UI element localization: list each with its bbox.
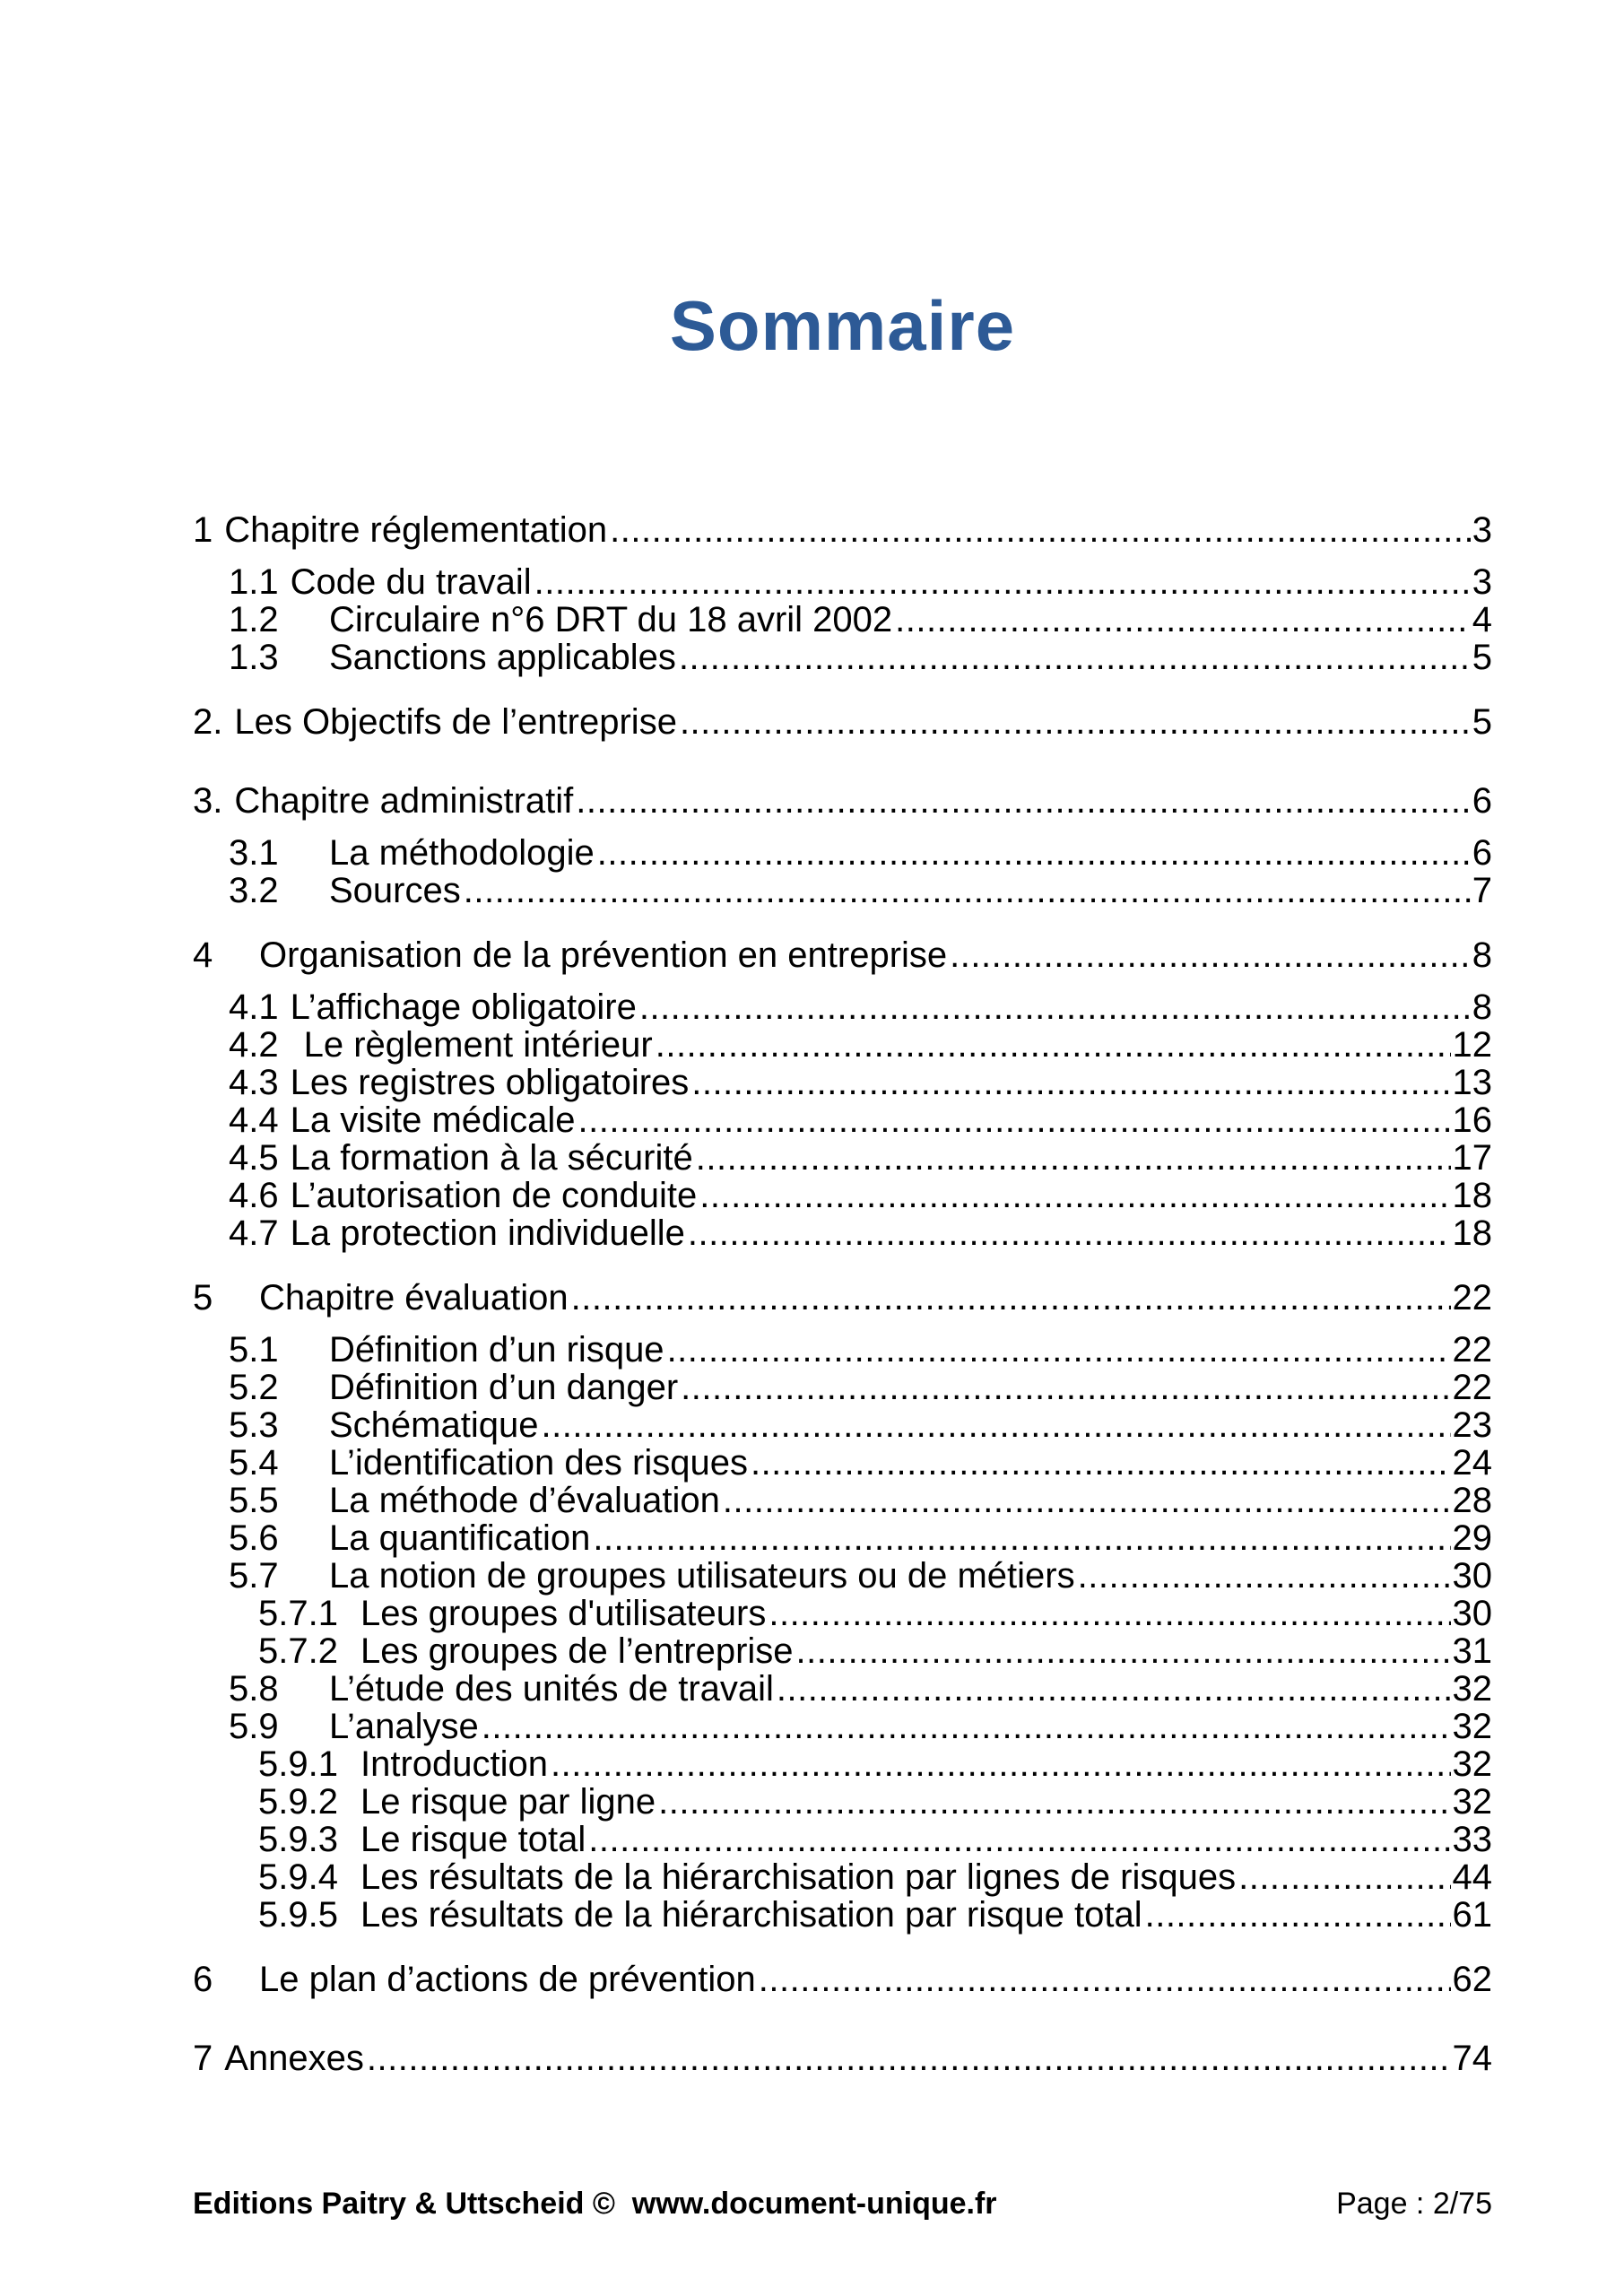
toc-entry[interactable] <box>193 563 1492 601</box>
toc-entry-number: 5.9.4 <box>258 1857 338 1897</box>
toc-entry-page: 12 <box>1452 1025 1492 1065</box>
toc-entry[interactable] <box>193 1482 1492 1519</box>
dot-leader <box>892 601 1471 639</box>
toc-entry-number: 1 <box>193 510 213 550</box>
dot-leader <box>461 872 1471 909</box>
toc-entry-number: 5.7 <box>229 1556 279 1596</box>
toc-entry-title: Le plan d’actions de prévention <box>259 1960 756 1999</box>
toc-entry[interactable] <box>193 1214 1492 1252</box>
toc-entry-page: 32 <box>1452 1782 1492 1822</box>
toc-entry-title: Circulaire n°6 DRT du 18 avril 2002 <box>329 600 893 639</box>
toc-entry-title: L’autorisation de conduite <box>290 1176 698 1215</box>
toc-entry-page: 30 <box>1452 1556 1492 1596</box>
toc-entry-number: 4.3 <box>229 1063 279 1102</box>
dot-leader <box>678 1369 1450 1406</box>
dot-leader <box>590 1519 1450 1557</box>
toc-entry-page: 31 <box>1452 1631 1492 1671</box>
toc-entry-number: 5.6 <box>229 1518 279 1558</box>
toc-entry-number: 3. <box>193 781 223 821</box>
dot-leader <box>607 511 1471 549</box>
toc-entry-page: 24 <box>1452 1443 1492 1483</box>
toc-entry[interactable] <box>193 1632 1492 1670</box>
toc-entry-page: 33 <box>1452 1820 1492 1859</box>
dot-leader <box>677 703 1471 741</box>
toc-entry[interactable] <box>193 1557 1492 1595</box>
toc-entry-number: 4.1 <box>229 987 279 1027</box>
toc-entry-page: 3 <box>1472 562 1492 602</box>
toc-entry-page: 30 <box>1452 1594 1492 1633</box>
dot-leader <box>548 1745 1450 1783</box>
toc-entry-number: 3.1 <box>229 833 279 873</box>
dot-leader <box>693 1139 1451 1177</box>
toc-entry-title: Sanctions applicables <box>329 638 676 677</box>
dot-leader <box>532 563 1471 601</box>
toc-entry-page: 28 <box>1452 1481 1492 1520</box>
toc-entry-number: 5.1 <box>229 1330 279 1370</box>
toc-entry[interactable] <box>193 1745 1492 1783</box>
dot-leader <box>573 782 1470 820</box>
dot-leader <box>774 1670 1451 1708</box>
toc-entry-title: Introduction <box>360 1744 549 1784</box>
dot-leader <box>364 2039 1451 2077</box>
toc-entry[interactable] <box>193 511 1492 549</box>
toc-entry[interactable] <box>193 2039 1492 2077</box>
dot-leader <box>947 936 1471 974</box>
toc-entry-page: 32 <box>1452 1669 1492 1709</box>
footer-page-indicator: Page : 2/75 <box>1336 2187 1492 2221</box>
toc-entry-title: La quantification <box>329 1518 591 1558</box>
toc-entry-title: Chapitre administratif <box>234 781 574 821</box>
toc-entry-title: L’analyse <box>329 1707 479 1746</box>
toc-entry[interactable] <box>193 1444 1492 1482</box>
toc-entry-number: 3.2 <box>229 871 279 910</box>
toc-entry[interactable] <box>193 1279 1492 1317</box>
toc-entry[interactable] <box>193 1406 1492 1444</box>
toc-entry[interactable] <box>193 1101 1492 1139</box>
dot-leader <box>637 988 1471 1026</box>
toc-entry-number: 4.6 <box>229 1176 279 1215</box>
toc-entry-title: Le risque par ligne <box>360 1782 656 1822</box>
dot-leader <box>653 1026 1451 1064</box>
toc-entry-page: 7 <box>1472 871 1492 910</box>
toc-entry-page: 16 <box>1452 1100 1492 1140</box>
toc-entry-title: L’étude des unités de travail <box>329 1669 774 1709</box>
toc-entry[interactable] <box>193 1858 1492 1896</box>
toc-entry[interactable] <box>193 834 1492 872</box>
toc-entry[interactable] <box>193 601 1492 639</box>
toc-entry-title: La notion de groupes utilisateurs ou de métiers <box>329 1556 1075 1596</box>
toc-entry-page: 6 <box>1472 781 1492 821</box>
toc-entry-title: Définition d’un risque <box>329 1330 664 1370</box>
table-of-contents <box>193 484 1492 2092</box>
toc-entry-number: 4.7 <box>229 1213 279 1253</box>
toc-entry-title: L’affichage obligatoire <box>290 987 637 1027</box>
toc-entry-number: 5.9 <box>229 1707 279 1746</box>
toc-entry-title: Code du travail <box>290 562 532 602</box>
dot-leader <box>656 1783 1450 1821</box>
toc-entry[interactable] <box>193 1519 1492 1557</box>
toc-entry[interactable] <box>193 639 1492 676</box>
dot-leader <box>479 1708 1451 1745</box>
toc-entry[interactable] <box>193 1177 1492 1214</box>
dot-leader <box>748 1444 1451 1482</box>
toc-entry[interactable] <box>193 988 1492 1026</box>
toc-entry-title: Chapitre évaluation <box>259 1278 569 1318</box>
toc-entry-title: Les résultats de la hiérarchisation par lignes de risques <box>360 1857 1237 1897</box>
toc-entry[interactable] <box>193 1139 1492 1177</box>
toc-entry-page: 5 <box>1472 702 1492 742</box>
toc-entry-title: Le règlement intérieur <box>303 1025 653 1065</box>
toc-entry-title: Chapitre réglementation <box>224 510 608 550</box>
toc-entry[interactable] <box>193 1331 1492 1369</box>
toc-entry-number: 5.9.2 <box>258 1782 338 1822</box>
toc-entry-number: 2. <box>193 702 223 742</box>
toc-entry-page: 62 <box>1452 1960 1492 1999</box>
toc-entry[interactable] <box>193 1896 1492 1934</box>
dot-leader <box>1075 1557 1451 1595</box>
page-footer <box>193 2185 1492 2222</box>
toc-entry-page: 22 <box>1452 1330 1492 1370</box>
toc-entry-title: Sources <box>329 871 461 910</box>
toc-entry-number: 6 <box>193 1960 213 1999</box>
toc-entry[interactable] <box>193 782 1492 820</box>
dot-leader <box>1236 1858 1450 1896</box>
toc-entry-title: La méthodologie <box>329 833 595 873</box>
footer-publisher: Editions Paitry & Uttscheid © www.document-unique.fr <box>193 2187 997 2221</box>
toc-entry-number: 5.7.2 <box>258 1631 338 1671</box>
toc-entry-number: 5.9.5 <box>258 1895 338 1935</box>
dot-leader <box>697 1177 1450 1214</box>
toc-entry[interactable] <box>193 872 1492 909</box>
toc-entry-page: 29 <box>1452 1518 1492 1558</box>
dot-leader <box>576 1101 1451 1139</box>
toc-entry-title: La protection individuelle <box>290 1213 685 1253</box>
toc-entry-title: Annexes <box>224 2039 364 2078</box>
dot-leader <box>569 1279 1451 1317</box>
toc-entry-page: 18 <box>1452 1176 1492 1215</box>
toc-entry-page: 8 <box>1472 935 1492 975</box>
dot-leader <box>766 1595 1450 1632</box>
toc-entry-number: 5.5 <box>229 1481 279 1520</box>
toc-entry[interactable] <box>193 1595 1492 1632</box>
toc-entry[interactable] <box>193 1961 1492 1998</box>
dot-leader <box>664 1331 1451 1369</box>
toc-entry[interactable] <box>193 1708 1492 1745</box>
dot-leader <box>756 1961 1451 1998</box>
toc-entry[interactable] <box>193 1064 1492 1101</box>
toc-entry-number: 5.3 <box>229 1405 279 1445</box>
toc-entry-number: 5.9.1 <box>258 1744 338 1784</box>
toc-entry-page: 3 <box>1472 510 1492 550</box>
toc-entry-title: Le risque total <box>360 1820 586 1859</box>
dot-leader <box>689 1064 1450 1101</box>
toc-entry[interactable] <box>193 936 1492 974</box>
toc-entry-number: 5 <box>193 1278 213 1318</box>
toc-entry-number: 1.3 <box>229 638 279 677</box>
toc-entry-page: 17 <box>1452 1138 1492 1178</box>
toc-entry-title: Les groupes de l’entreprise <box>360 1631 794 1671</box>
toc-entry-page: 5 <box>1472 638 1492 677</box>
toc-entry-number: 4.2 <box>229 1025 279 1065</box>
toc-entry-page: 23 <box>1452 1405 1492 1445</box>
toc-entry[interactable] <box>193 703 1492 741</box>
toc-entry-page: 32 <box>1452 1744 1492 1784</box>
toc-entry-number: 5.4 <box>229 1443 279 1483</box>
toc-entry-title: La formation à la sécurité <box>290 1138 693 1178</box>
toc-entry-page: 44 <box>1452 1857 1492 1897</box>
toc-entry[interactable] <box>193 1670 1492 1708</box>
toc-entry[interactable] <box>193 1783 1492 1821</box>
toc-entry-page: 18 <box>1452 1213 1492 1253</box>
dot-leader <box>794 1632 1451 1670</box>
toc-entry-title: Organisation de la prévention en entreprise <box>259 935 948 975</box>
toc-entry-page: 22 <box>1452 1278 1492 1318</box>
toc-entry[interactable] <box>193 1369 1492 1406</box>
toc-entry[interactable] <box>193 1821 1492 1858</box>
toc-entry-number: 4.5 <box>229 1138 279 1178</box>
toc-entry-page: 6 <box>1472 833 1492 873</box>
toc-entry-title: Les Objectifs de l’entreprise <box>234 702 677 742</box>
toc-entry-title: Les groupes d'utilisateurs <box>360 1594 767 1633</box>
toc-entry-number: 1.1 <box>229 562 279 602</box>
toc-entry-number: 5.9.3 <box>258 1820 338 1859</box>
page-title: Sommaire <box>669 286 1016 365</box>
toc-entry[interactable] <box>193 1026 1492 1064</box>
dot-leader <box>676 639 1471 676</box>
dot-leader <box>586 1821 1450 1858</box>
toc-entry-page: 61 <box>1452 1895 1492 1935</box>
toc-entry-number: 1.2 <box>229 600 279 639</box>
toc-entry-number: 5.7.1 <box>258 1594 338 1633</box>
toc-entry-page: 22 <box>1452 1368 1492 1407</box>
toc-entry-page: 74 <box>1452 2039 1492 2078</box>
dot-leader <box>595 834 1471 872</box>
toc-entry-number: 5.2 <box>229 1368 279 1407</box>
toc-entry-number: 4.4 <box>229 1100 279 1140</box>
toc-entry-number: 4 <box>193 935 213 975</box>
toc-entry-title: Schématique <box>329 1405 539 1445</box>
toc-entry-number: 5.8 <box>229 1669 279 1709</box>
toc-entry-title: Les résultats de la hiérarchisation par risque total <box>360 1895 1142 1935</box>
toc-entry-title: La méthode d’évaluation <box>329 1481 720 1520</box>
toc-entry-number: 7 <box>193 2039 213 2078</box>
toc-entry-title: Les registres obligatoires <box>290 1063 690 1102</box>
dot-leader <box>685 1214 1451 1252</box>
toc-entry-title: La visite médicale <box>290 1100 576 1140</box>
toc-entry-title: Définition d’un danger <box>329 1368 679 1407</box>
dot-leader <box>1142 1896 1451 1934</box>
dot-leader <box>538 1406 1450 1444</box>
toc-entry-page: 8 <box>1472 987 1492 1027</box>
toc-entry-page: 32 <box>1452 1707 1492 1746</box>
dot-leader <box>720 1482 1451 1519</box>
toc-entry-page: 13 <box>1452 1063 1492 1102</box>
toc-entry-page: 4 <box>1472 600 1492 639</box>
toc-entry-title: L’identification des risques <box>329 1443 748 1483</box>
